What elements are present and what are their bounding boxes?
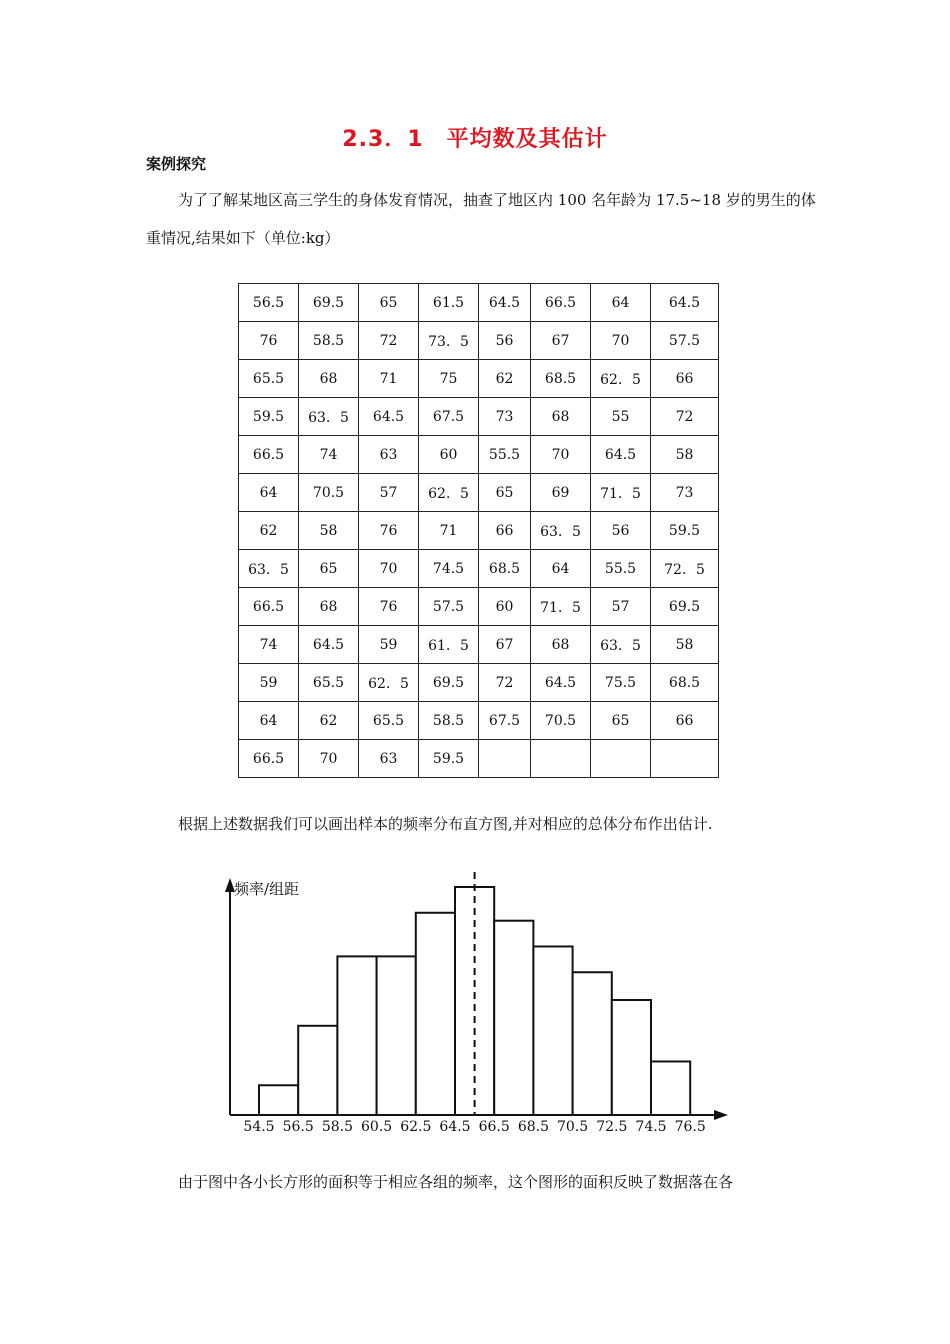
table-cell: 61．5 xyxy=(419,626,479,664)
table-cell: 64.5 xyxy=(299,626,359,664)
table-cell: 76 xyxy=(359,588,419,626)
table-cell: 64 xyxy=(531,550,591,588)
table-cell: 58 xyxy=(651,436,719,474)
table-cell: 71．5 xyxy=(531,588,591,626)
table-cell: 62．5 xyxy=(419,474,479,512)
table-cell: 58 xyxy=(651,626,719,664)
table-cell: 56 xyxy=(591,512,651,550)
histogram-bar xyxy=(337,956,376,1115)
table-cell: 57 xyxy=(591,588,651,626)
table-cell: 70 xyxy=(359,550,419,588)
table-cell: 69 xyxy=(531,474,591,512)
table-cell: 56 xyxy=(479,322,531,360)
table-cell: 67.5 xyxy=(479,702,531,740)
table-cell: 74 xyxy=(299,436,359,474)
histogram-bar xyxy=(612,1000,651,1115)
x-tick-label: 66.5 xyxy=(478,1119,510,1135)
table-cell: 75 xyxy=(419,360,479,398)
table-cell: 64.5 xyxy=(479,284,531,322)
table-row xyxy=(239,474,719,512)
table-cell: 72．5 xyxy=(651,550,719,588)
table-cell: 69.5 xyxy=(299,284,359,322)
table-cell: 71．5 xyxy=(591,474,651,512)
table-cell: 58.5 xyxy=(419,702,479,740)
table-row xyxy=(239,436,719,474)
table-cell: 66.5 xyxy=(239,588,299,626)
histogram-bar xyxy=(573,972,612,1115)
table-row xyxy=(239,702,719,740)
table-cell xyxy=(479,740,531,778)
table-cell: 70.5 xyxy=(531,702,591,740)
table-cell: 74 xyxy=(239,626,299,664)
table-cell: 64 xyxy=(239,474,299,512)
table-cell: 56.5 xyxy=(239,284,299,322)
table-cell: 70 xyxy=(591,322,651,360)
histogram-bar xyxy=(651,1061,690,1115)
x-tick-label: 68.5 xyxy=(517,1119,549,1135)
table-cell: 72 xyxy=(479,664,531,702)
x-tick-label: 70.5 xyxy=(557,1119,589,1135)
table-cell: 72 xyxy=(359,322,419,360)
section-heading: 案例探究 xyxy=(146,155,207,173)
table-cell: 67.5 xyxy=(419,398,479,436)
table-row xyxy=(239,322,719,360)
table-cell: 66 xyxy=(479,512,531,550)
intro-paragraph: 为了了解某地区高三学生的身体发育情况，抽查了地区内 100 名年龄为 17.5~18 岁的男生的体重情况,结果如下（单位:kg） xyxy=(146,191,816,247)
table-cell: 64.5 xyxy=(359,398,419,436)
table-cell: 73 xyxy=(479,398,531,436)
table-cell xyxy=(531,740,591,778)
table-cell: 63．5 xyxy=(591,626,651,664)
table-cell: 66 xyxy=(651,702,719,740)
table-cell: 70.5 xyxy=(299,474,359,512)
x-tick-label: 56.5 xyxy=(282,1119,314,1135)
table-cell: 66.5 xyxy=(239,436,299,474)
table-row xyxy=(239,360,719,398)
table-cell: 57.5 xyxy=(651,322,719,360)
table-cell: 69.5 xyxy=(651,588,719,626)
table-cell: 62 xyxy=(299,702,359,740)
table-cell: 64.5 xyxy=(531,664,591,702)
x-tick-label: 72.5 xyxy=(596,1119,628,1135)
table-cell: 69.5 xyxy=(419,664,479,702)
x-tick-label: 54.5 xyxy=(243,1119,275,1135)
table-cell: 64.5 xyxy=(651,284,719,322)
table-cell: 59.5 xyxy=(239,398,299,436)
table-cell: 57.5 xyxy=(419,588,479,626)
table-cell: 68.5 xyxy=(479,550,531,588)
table-cell: 55 xyxy=(591,398,651,436)
table-cell: 65 xyxy=(359,284,419,322)
table-row xyxy=(239,626,719,664)
table-cell: 70 xyxy=(531,436,591,474)
table-cell: 65.5 xyxy=(299,664,359,702)
table-cell: 60 xyxy=(479,588,531,626)
histogram-bar xyxy=(494,921,533,1115)
table-cell: 68 xyxy=(531,626,591,664)
x-tick-label: 58.5 xyxy=(321,1119,353,1135)
table-cell: 68 xyxy=(299,360,359,398)
table-cell: 59.5 xyxy=(419,740,479,778)
table-cell: 68.5 xyxy=(531,360,591,398)
x-tick-label: 64.5 xyxy=(439,1119,471,1135)
histogram-bar xyxy=(377,956,416,1115)
table-cell: 62 xyxy=(239,512,299,550)
table-cell: 59 xyxy=(359,626,419,664)
table-cell: 63．5 xyxy=(299,398,359,436)
x-axis-arrow-icon xyxy=(714,1110,728,1120)
table-cell: 65.5 xyxy=(359,702,419,740)
table-row xyxy=(239,398,719,436)
x-tick-label: 62.5 xyxy=(400,1119,432,1135)
table-cell: 57 xyxy=(359,474,419,512)
table-row xyxy=(239,588,719,626)
table-cell xyxy=(651,740,719,778)
table-cell: 60 xyxy=(419,436,479,474)
table-row xyxy=(239,664,719,702)
table-cell: 67 xyxy=(479,626,531,664)
table-cell: 68 xyxy=(531,398,591,436)
table-cell: 76 xyxy=(359,512,419,550)
table-cell: 64 xyxy=(239,702,299,740)
table-cell: 75.5 xyxy=(591,664,651,702)
table-row xyxy=(239,550,719,588)
table-cell: 61.5 xyxy=(419,284,479,322)
table-cell: 64 xyxy=(591,284,651,322)
table-cell: 67 xyxy=(531,322,591,360)
histogram-bar xyxy=(298,1026,337,1115)
table-cell: 66.5 xyxy=(531,284,591,322)
table-cell: 59.5 xyxy=(651,512,719,550)
table-cell: 55.5 xyxy=(479,436,531,474)
table-cell: 65 xyxy=(591,702,651,740)
table-row xyxy=(239,512,719,550)
x-tick-label: 60.5 xyxy=(361,1119,393,1135)
table-cell: 63．5 xyxy=(531,512,591,550)
table-cell: 72 xyxy=(651,398,719,436)
table-cell: 62．5 xyxy=(359,664,419,702)
table-cell: 73 xyxy=(651,474,719,512)
histogram-bar xyxy=(259,1085,298,1115)
table-cell: 59 xyxy=(239,664,299,702)
table-cell: 68 xyxy=(299,588,359,626)
table-cell: 58 xyxy=(299,512,359,550)
table-cell: 63．5 xyxy=(239,550,299,588)
x-tick-label: 76.5 xyxy=(674,1119,706,1135)
page-title: 2.3．1 平均数及其估计 xyxy=(342,127,608,152)
table-cell: 65.5 xyxy=(239,360,299,398)
x-tick-label: 74.5 xyxy=(635,1119,667,1135)
table-cell: 55.5 xyxy=(591,550,651,588)
histogram-bar xyxy=(533,946,572,1115)
frequency-histogram xyxy=(200,870,740,1145)
table-cell: 73．5 xyxy=(419,322,479,360)
weight-data-table xyxy=(238,283,719,778)
table-cell: 70 xyxy=(299,740,359,778)
table-cell: 63 xyxy=(359,740,419,778)
table-cell: 65 xyxy=(479,474,531,512)
table-cell xyxy=(591,740,651,778)
histogram-bar xyxy=(416,913,455,1115)
table-cell: 66.5 xyxy=(239,740,299,778)
table-cell: 76 xyxy=(239,322,299,360)
table-cell: 64.5 xyxy=(591,436,651,474)
table-cell: 62 xyxy=(479,360,531,398)
table-cell: 71 xyxy=(359,360,419,398)
table-cell: 63 xyxy=(359,436,419,474)
table-row xyxy=(239,740,719,778)
table-cell: 71 xyxy=(419,512,479,550)
table-row xyxy=(239,284,719,322)
table-cell: 58.5 xyxy=(299,322,359,360)
histogram-explanation-paragraph: 由于图中各小长方形的面积等于相应各组的频率，这个图形的面积反映了数据落在各 xyxy=(178,1173,734,1191)
table-cell: 68.5 xyxy=(651,664,719,702)
table-cell: 65 xyxy=(299,550,359,588)
table-cell: 74.5 xyxy=(419,550,479,588)
table-cell: 62．5 xyxy=(591,360,651,398)
histogram-intro-paragraph: 根据上述数据我们可以画出样本的频率分布直方图,并对相应的总体分布作出估计. xyxy=(178,815,713,833)
y-axis-label: 频率/组距 xyxy=(234,880,300,898)
table-cell: 66 xyxy=(651,360,719,398)
